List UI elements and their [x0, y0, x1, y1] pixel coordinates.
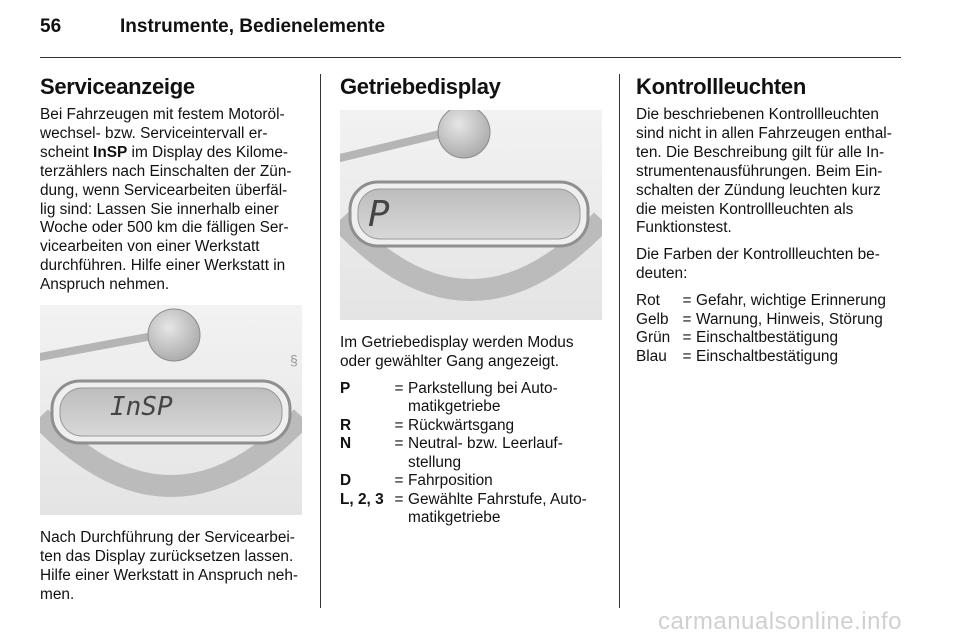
definition-equals: =	[682, 347, 692, 365]
color-meaning: Warnung, Hinweis, Störung	[696, 310, 883, 328]
chapter-title: Instrumente, Bedienelemente	[120, 16, 386, 37]
list-item	[340, 380, 602, 417]
definition-equals: =	[682, 292, 692, 310]
color-name: Rot	[636, 292, 660, 310]
gear-display-illustration	[340, 110, 602, 320]
service-text-1: Bei Fahrzeugen mit festem Motoröl-wechsel- bzw. Serviceintervall er-scheint	[40, 106, 285, 161]
column-kontrollleuchten	[636, 74, 902, 366]
definition-equals: =	[394, 435, 404, 453]
definition-value: Parkstellung bei Auto-matikgetriebe	[408, 379, 558, 416]
paragraph-lights-intro: Die beschriebenen Kontrollleuchten sind nicht in allen Fahrzeugen enthal-ten. Die Beschreibung gilt für alle In-strumentenausführungen. Beim Ein-schalten der Zündung leuchten kurz die meisten Kontrollleuchten als Funktionstest.	[636, 106, 892, 237]
definition-equals: =	[394, 416, 404, 434]
definition-value: Neutral- bzw. Leerlauf-stellung	[408, 435, 563, 471]
color-meaning: Gefahr, wichtige Erinnerung	[696, 292, 886, 310]
definition-value: Rückwärtsgang	[408, 416, 515, 434]
header-rule	[40, 57, 901, 58]
definition-key: D	[340, 472, 352, 490]
definition-value: Gewählte Fahrstufe, Auto-matikgetriebe	[408, 490, 587, 527]
service-display-readout: InSP	[110, 392, 173, 423]
list-item	[636, 348, 902, 367]
watermark: carmanualsonline.info	[658, 608, 902, 635]
service-text-2: im Display des Kilome-terzählers nach Einschalten der Zün-dung, wenn Servicearbeiten überfäl-lig sind: Lassen Sie innerhalb einer Woche oder 500 km die fälligen Ser-vicearbeiten von einer Werkstatt durchführen. Hilfe einer Werkstatt in Anspruch nehmen.	[40, 143, 292, 294]
definition-equals: =	[682, 329, 692, 347]
paragraph-gear-intro: Im Getriebedisplay werden Modus oder gewählter Gang angezeigt.	[340, 334, 574, 370]
list-item	[636, 329, 902, 348]
light-color-list	[636, 292, 902, 366]
color-meaning: Einschaltbestätigung	[696, 347, 839, 365]
list-item	[340, 491, 602, 528]
heading-serviceanzeige: Serviceanzeige	[40, 74, 195, 99]
definition-key: N	[340, 435, 352, 453]
list-item	[340, 472, 602, 491]
column-serviceanzeige	[40, 74, 302, 613]
column-divider-2	[619, 74, 620, 608]
page-number: 56	[40, 16, 62, 37]
color-name: Blau	[636, 347, 667, 365]
color-name: Gelb	[636, 310, 669, 328]
paragraph-lights-colors: Die Farben der Kontrollleuchten be-deuten:	[636, 246, 880, 283]
heading-getriebedisplay: Getriebedisplay	[340, 74, 501, 99]
color-name: Grün	[636, 329, 671, 347]
definition-key: L, 2, 3	[340, 490, 384, 508]
page-header	[40, 16, 385, 38]
list-item	[340, 435, 602, 472]
definition-key: P	[340, 379, 351, 397]
list-item	[340, 417, 602, 436]
paragraph-service-intro	[40, 106, 302, 295]
color-meaning: Einschaltbestätigung	[696, 329, 839, 347]
definition-equals: =	[394, 472, 404, 490]
paragraph-service-reset: Nach Durchführung der Servicearbei-ten das Display zurücksetzen lassen. Hilfe einer Werkstatt in Anspruch neh-men.	[40, 529, 299, 603]
gear-display-readout: P	[368, 194, 390, 235]
gear-definition-list	[340, 380, 602, 528]
list-item	[636, 292, 902, 311]
list-item	[636, 311, 902, 330]
column-divider-1	[320, 74, 321, 608]
service-display-illustration	[40, 305, 302, 515]
column-getriebedisplay	[340, 74, 602, 528]
definition-key: R	[340, 416, 352, 434]
definition-equals: =	[394, 379, 404, 397]
svg-text:§: §	[290, 352, 298, 369]
definition-equals: =	[682, 310, 692, 328]
service-code-bold: InSP	[93, 143, 128, 161]
definition-value: Fahrposition	[408, 472, 493, 490]
heading-kontrollleuchten: Kontrollleuchten	[636, 74, 806, 99]
definition-equals: =	[394, 490, 404, 508]
